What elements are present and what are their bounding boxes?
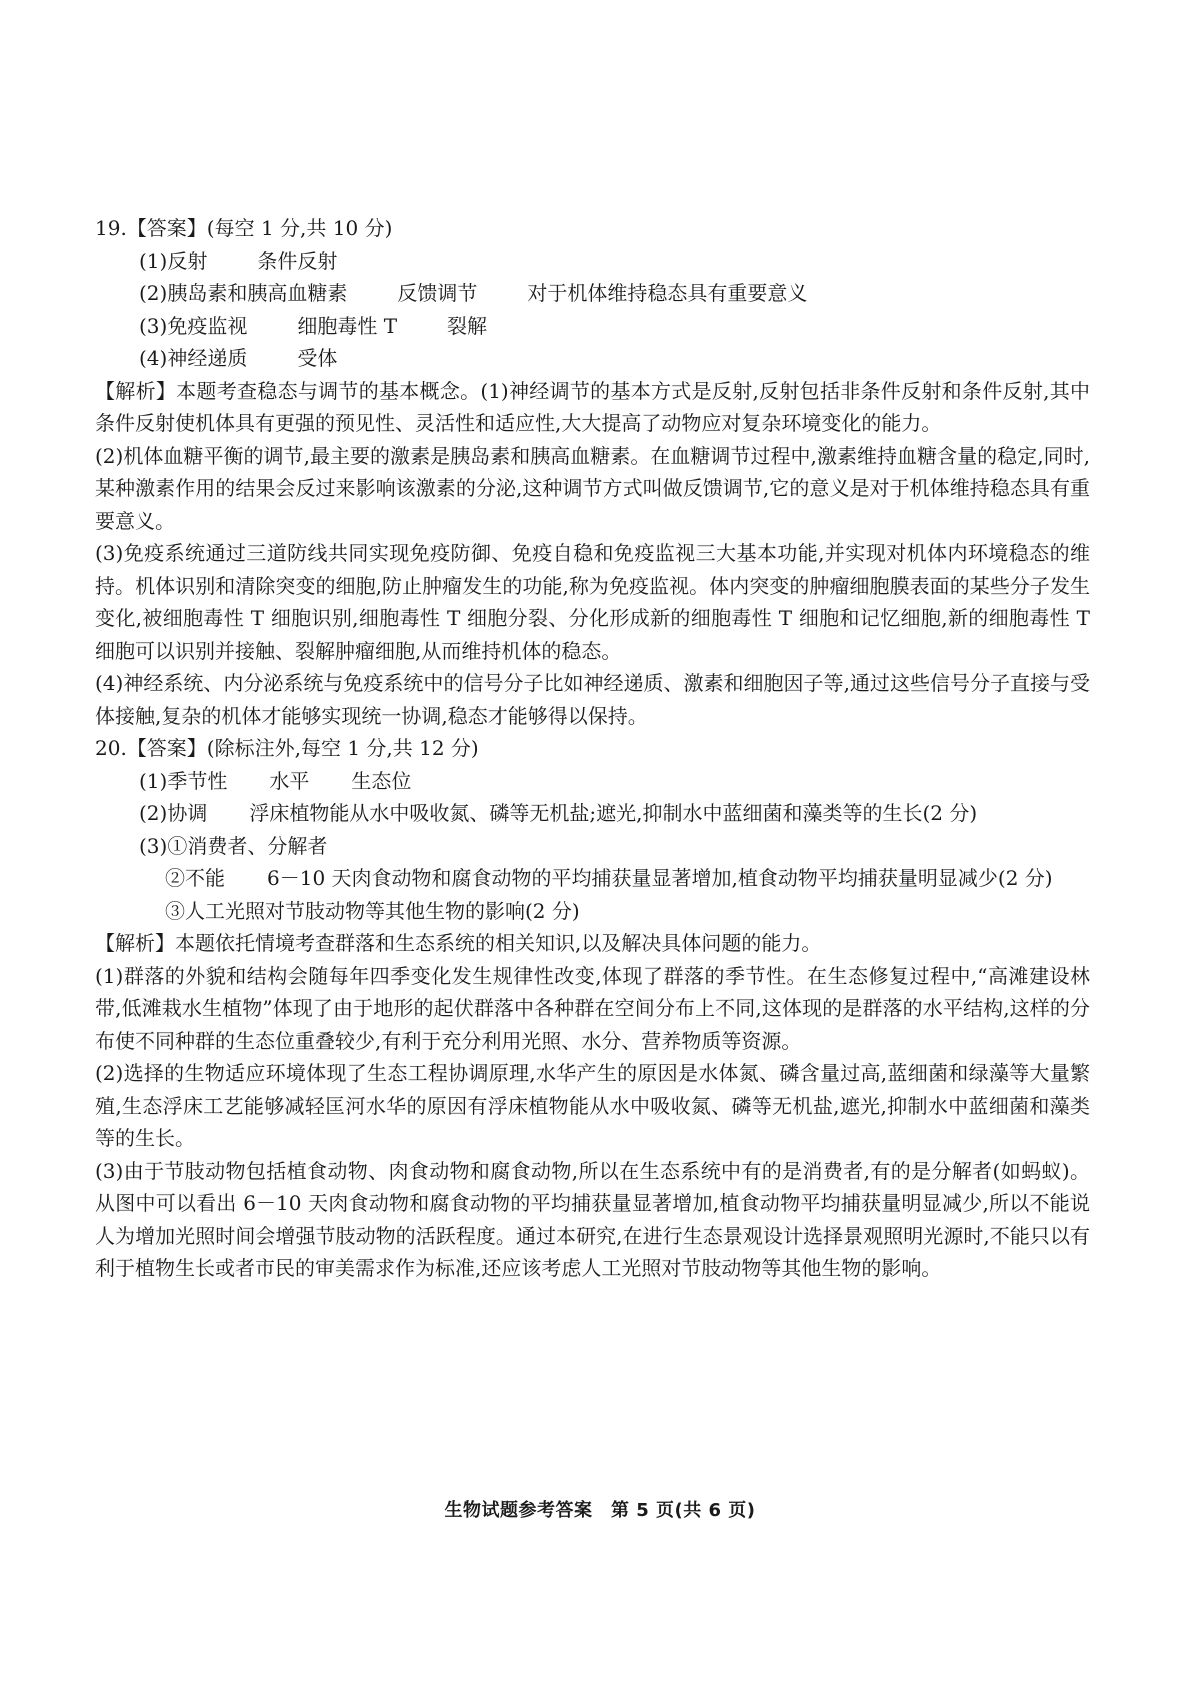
answer-item: ③人工光照对节肢动物等其他生物的影响(2 分) [165,898,580,923]
q20-answer-3-2 [95,862,1090,895]
answer-item: (1)季节性 [139,768,228,793]
q19-analysis-2: (2)机体血糖平衡的调节,最主要的激素是胰岛素和胰高血糖素。在血糖调节过程中,激素维持血糖含量的稳定,同时,某种激素作用的结果会反过来影响该激素的分泌,这种调节方式叫做反馈调节,它的意义是对于机体维持稳态具有重要意义。 [95,443,1090,533]
answer-item: (4)神经递质 [139,346,248,370]
q19-answer-4 [95,342,1090,375]
answer-item: 水平 [269,768,310,793]
answer-item: ②不能 [165,866,225,890]
q20-analysis-1: (1)群落的外貌和结构会随每年四季变化发生规律性改变,体现了群落的季节性。在生态修复过程中,“高滩建设林带,低滩栽水生植物”体现了由于地形的起伏群落中各种群在空间分布上不同,这体现的是群落的水平结构,这样的分布使不同种群的生态位重叠较少,有利于充分利用光照、水分、营养物质等资源。 [95,963,1090,1053]
answer-item: 对于机体维持稳态具有重要意义 [527,281,808,305]
answer-item: 反馈调节 [397,281,478,305]
q20-header: 20.【答案】(除标注外,每空 1 分,共 12 分) [95,736,479,760]
q20-analysis-2: (2)选择的生物适应环境体现了生态工程协调原理,水华产生的原因是水体氮、磷含量过高,蓝细菌和绿藻等大量繁殖,生态浮床工艺能够减轻匡河水华的原因有浮床植物能从水中吸收氮、磷等无机盐,遮光,抑制水中蓝细菌和藻类等的生长。 [95,1061,1090,1150]
q20-analysis-3: (3)由于节肢动物包括植食动物、肉食动物和腐食动物,所以在生态系统中有的是消费者,有的是分解者(如蚂蚁)。从图中可以看出 6－10 天肉食动物和腐食动物的平均捕获量显著增加,植食动物平均捕获量明显减少,所以不能说人为增加光照时间会增强节肢动物的活跃程度。通过本研究,在进行生态景观设计选择景观照明光源时,不能只以有利于植物生长或者市民的审美需求作为标准,还应该考虑人工光照对节肢动物等其他生物的影响。 [95,1158,1090,1280]
answer-item: (3)①消费者、分解者 [139,833,328,858]
page-content [95,212,1090,1285]
q19-analysis-intro: 【解析】本题考查稳态与调节的基本概念。(1)神经调节的基本方式是反射,反射包括非条件反射和条件反射,其中条件反射使机体具有更强的预见性、灵活性和适应性,大大提高了动物应对复杂环境变化的能力。 [95,378,1090,435]
answer-item: 浮床植物能从水中吸收氮、磷等无机盐;遮光,抑制水中蓝细菌和藻类等的生长(2 分) [249,801,978,825]
q20-analysis-intro: 【解析】本题依托情境考查群落和生态系统的相关知识,以及解决具体问题的能力。 [95,931,822,955]
q20-answer-1 [95,765,1090,798]
q19-answer-3 [95,310,1090,343]
answer-item: 裂解 [447,313,488,338]
answer-item: 条件反射 [257,248,338,273]
q20-answer-2 [95,797,1090,830]
q19-header: 19.【答案】(每空 1 分,共 10 分) [95,216,393,240]
answer-item: (1)反射 [139,248,208,273]
answer-item: 受体 [297,346,338,370]
answer-item: (2)协调 [139,801,208,825]
q20-answer-3 [95,830,1090,863]
answer-item: 6－10 天肉食动物和腐食动物的平均捕获量显著增加,植食动物平均捕获量明显减少(2 分) [267,866,1053,890]
q19-analysis-3: (3)免疫系统通过三道防线共同实现免疫防御、免疫自稳和免疫监视三大基本功能,并实现对机体内环境稳态的维持。机体识别和清除突变的细胞,防止肿瘤发生的功能,称为免疫监视。体内突变的肿瘤细胞膜表面的某些分子发生变化,被细胞毒性 T 细胞识别,细胞毒性 T 细胞分裂、分化形成新的细胞毒性 T 细胞和记忆细胞,新的细胞毒性 T 细胞可以识别并接触、裂解肿瘤细胞,从而维持机体的稳态。 [95,541,1090,663]
q20-answer-3-3 [95,895,1090,928]
q19-answer-1 [95,245,1090,278]
answer-item: (3)免疫监视 [139,313,248,338]
answer-item: (2)胰岛素和胰高血糖素 [139,281,348,305]
page-footer: 生物试题参考答案 第 5 页(共 6 页) [444,1500,756,1521]
answer-item: 细胞毒性 T [297,313,398,338]
q19-analysis-4: (4)神经系统、内分泌系统与免疫系统中的信号分子比如神经递质、激素和细胞因子等,通过这些信号分子直接与受体接触,复杂的机体才能够实现统一协调,稳态才能够得以保持。 [95,671,1090,728]
q19-answer-2 [95,277,1090,310]
answer-item: 生态位 [351,768,412,793]
